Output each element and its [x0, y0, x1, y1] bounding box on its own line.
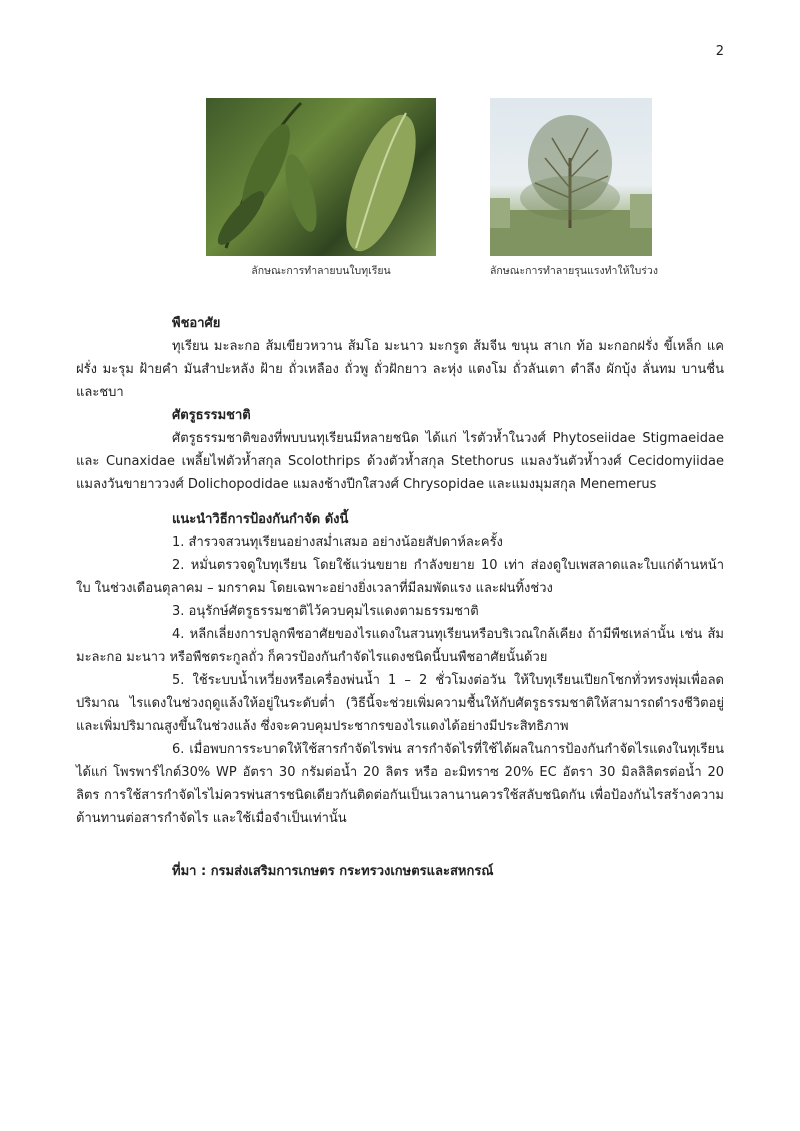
- source-citation: ที่มา : กรมส่งเสริมการเกษตร กระทรวงเกษตรและสหกรณ์: [172, 864, 494, 879]
- natural-enemies-heading: ศัตรูธรรมชาติ: [172, 408, 251, 423]
- leaf-damage-photo: [206, 98, 436, 256]
- document-body: [76, 312, 724, 883]
- host-plants-text: ทุเรียน มะละกอ ส้มเขียวหวาน ส้มโอ มะนาว มะกรูด ส้มจีน ขนุน สาเก ท้อ มะกอกฝรั่ง ขี้เหล็ก แคฝรั่ง มะรุม ฝ้ายคำ มันสำปะหลัง ฝ้าย ถั่วเหลือง ถั่วพู ถั่วฝักยาว ละหุ่ง แตงโม ถั่วลันเตา ตำลึง ผักบุ้ง ลั่นทม บานชื่น และชบา: [76, 339, 724, 400]
- figure-leaf-damage: [206, 98, 436, 279]
- defoliated-tree-photo: [490, 98, 652, 256]
- control-item: 3. อนุรักษ์ศัตรูธรรมชาติไว้ควบคุมไรแดงตามธรรมชาติ: [172, 604, 479, 619]
- figure-caption: ลักษณะการทำลายบนใบทุเรียน: [251, 265, 391, 277]
- host-plants-heading: พืชอาศัย: [172, 316, 221, 331]
- figure-tree-defoliation: [490, 98, 658, 279]
- control-item: 1. สำรวจสวนทุเรียนอย่างสม่ำเสมอ อย่างน้อยสัปดาห์ละครั้ง: [172, 535, 503, 550]
- control-item: 6. เมื่อพบการระบาดให้ใช้สารกำจัดไรพ่น สารกำจัดไรที่ใช้ได้ผลในการป้องกันกำจัดไรแดงในทุเรียน ได้แก่ โพรพาร์ไกต์30% WP อัตรา 30 กรัมต่อน้ำ 20 ลิตร หรือ อะมิทราซ 20% EC อัตรา 30 มิลลิลิตรต่อน้ำ 20 ลิตร การใช้สารกำจัดไรไม่ควรพ่นสารชนิดเดียวกันติดต่อกันเป็นเวลานานควรใช้สลับชนิดกัน เพื่อป้องกันไรสร้างความต้านทานต่อสารกำจัดไร และใช้เมื่อจำเป็นเท่านั้น: [76, 742, 724, 826]
- page-number: 2: [715, 44, 724, 59]
- control-item: 5. ใช้ระบบน้ำเหวี่ยงหรือเครื่องพ่นน้ำ 1 – 2 ชั่วโมงต่อวัน ให้ใบทุเรียนเปียกโชกทั่วทรงพุ่มเพื่อลดปริมาณ ไรแดงในช่วงฤดูแล้งให้อยู่ในระดับต่ำ (วิธีนี้จะช่วยเพิ่มความชื้นให้กับศัตรูธรรมชาติให้สามารถดำรงชีวิตอยู่ และเพิ่มปริมาณสูงขึ้นในช่วงแล้ง ซึ่งจะควบคุมประชากรของไรแดงได้อย่างมีประสิทธิภาพ: [76, 673, 724, 734]
- natural-enemies-text: ศัตรูธรรมชาติของที่พบบนทุเรียนมีหลายชนิด ได้แก่ ไรตัวห้ำในวงศ์ Phytoseiidae Stigmaeidae และ Cunaxidae เพลี้ยไฟตัวห้ำสกุล Scolothrips ด้วงตัวห้ำสกุล Stethorus แมลงวันตัวห้ำวงศ์ Cecidomyiidae แมลงวันขายาววงศ์ Dolichopodidae แมลงช้างปีกใสวงศ์ Chrysopidae และแมงมุมสกุล Menemerus: [76, 431, 724, 492]
- control-heading: แนะนำวิธีการป้องกันกำจัด ดังนี้: [172, 512, 349, 527]
- control-item: 2. หมั่นตรวจดูใบทุเรียน โดยใช้แว่นขยาย กำลังขยาย 10 เท่า ส่องดูใบเพสลาดและใบแก่ด้านหน้าใบ ในช่วงเดือนตุลาคม – มกราคม โดยเฉพาะอย่างยิ่งเวลาที่มีลมพัดแรง และฝนทิ้งช่วง: [76, 558, 724, 596]
- figure-caption: ลักษณะการทำลายรุนแรงทำให้ใบร่วง: [490, 265, 658, 277]
- control-item: 4. หลีกเลี่ยงการปลูกพืชอาศัยของไรแดงในสวนทุเรียนหรือบริเวณใกล้เคียง ถ้ามีพืชเหล่านั้น เช่น ส้ม มะละกอ มะนาว หรือพืชตระกูลถั่ว ก็ควรป้องกันกำจัดไรแดงชนิดนี้บนพืชอาศัยนั้นด้วย: [76, 627, 724, 665]
